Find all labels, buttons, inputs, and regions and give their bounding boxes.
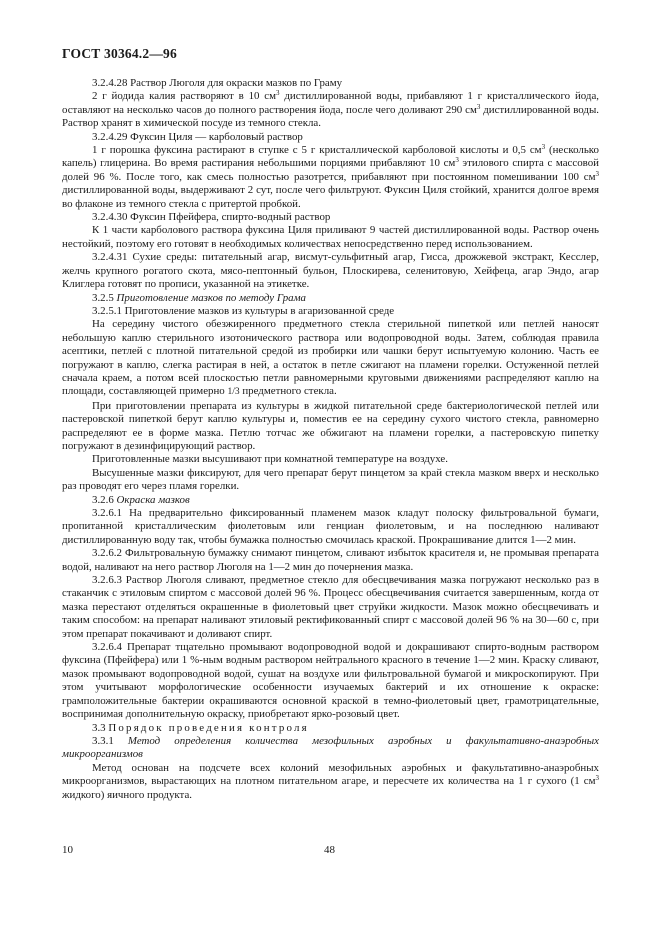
paragraph-3-2-6-4: 3.2.6.4 Препарат тщательно промывают водопроводной водой и докрашивают спирто-водным раствором фуксина (Пфейфера) или 1 %-ным водным раствором нейтрального красного в течение 1—2 мин. Краску сливают, мазок промывают водопроводной водой, сушат на воздухе или фильтровальной бумагой и микроскопируют. При этом учитывают морфологические особенности изучаемых бактерий и их отношение к окраске: грамположительные бактерии окрашиваются основной краской в темно-фиолетовый цвет, грамотрицательные, воспринимая дополнительную окраску, приобретают ярко-розовый цвет. [62, 641, 599, 721]
paragraph-3-2-6-3: 3.2.6.3 Раствор Люголя сливают, предметное стекло для обесцвечивания мазка погружают несколько раз в стаканчик с этиловым спиртом с массовой долей 96 %. Процесс обесцвечивания считается завершенным, когда от мазка перестают отделяться окрашенные в фиолетовый цвет струйки жидкости. Мазок можно обесцвечивать и таким способом: на препарат наливают этиловый ректификованный спирт с массовой долей 96 % на 30—60 с, при этом препарат покачивают и доливают спирт. [62, 574, 599, 640]
section-3-2-4-30-heading: 3.2.4.30 Фуксин Пфейфера, спирто-водный раствор [92, 211, 331, 224]
section-3-2-5-1-heading: 3.2.5.1 Приготовление мазков из культуры в агаризованной среде [92, 304, 395, 317]
section-3-2-4-29-heading: 3.2.4.29 Фуксин Циля — карболовый раствор [92, 130, 303, 143]
section-3-3-1-heading: 3.3.1 Метод определения количества мезофильных аэробных и факультативно-анаэробных микроорганизмов [62, 734, 599, 761]
footer-page-number: 10 [62, 844, 73, 856]
paragraph-3-2-6-1: 3.2.6.1 На предварительно фиксированный пламенем мазок кладут полоску фильтровальной бумаги, пропитанной кристаллическим фиолетовым или генциан фиолетовым, и на последнюю наливают дистиллированную воду так, чтобы бумажка полностью смочилась краской. Прокрашивание длится 1—2 мин. [62, 507, 599, 546]
paragraph-ziehl-fuchsin: 1 г порошка фуксина растирают в ступке с 5 г кристаллической карболовой кислоты и 0,5 $см^3$ (несколько капель) глицерина. Во время растирания небольшими порциями прибавляют 10 $см^3$ этилового спирта с массовой долей 96 %. После того, как смесь полностью разотрется, прибавляют при постоянном помешивании 100 $см^3$ дистиллированной воды, выдерживают 2 сут, после чего фильтруют. Фуксин Циля стойкий, хранится долгое время во флаконе из темного стекла с притертой пробкой. [62, 143, 599, 210]
section-3-2-5-heading: 3.2.5 Приготовление мазков по методу Грама [92, 291, 307, 304]
footer-sheet-number: 48 [324, 844, 335, 856]
paragraph-smear-agar: На середину чистого обезжиренного предметного стекла стерильной пипеткой или петлей наносят небольшую каплю стерильного изотонического раствора или водопроводной воды. Затем, соблюдая правила асептики, петлей с плотной питательной средой из пробирки или чашки берут испытуемую колонию. Часть ее погружают в каплю, слегка растирая в ней, а остаток в петле сжигают на пламени горелки. Остуженной петлей сначала краем, а потом всей плоскостью петли равномерными круговыми движениями распределяют каплю на площади, составляющей примерно 1/3 предметного стекла. [62, 318, 599, 398]
section-3-2-6-heading: 3.2.6 Окраска мазков [92, 493, 190, 506]
paragraph-fixing: Высушенные мазки фиксируют, для чего препарат берут пинцетом за край стекла мазком вверх и несколько раз проводят его через пламя горелки. [62, 466, 599, 493]
paragraph-drying: Приготовленные мазки высушивают при комнатной температуре на воздухе. [92, 453, 448, 466]
paragraph-lugol-solution: 2 г йодида калия растворяют в 10 $см^3$ дистиллированной воды, прибавляют 1 г кристаллического йода, оставляют на несколько часов до полного растворения йода, после чего доливают 290 $см^3$ дистиллированной воды. Раствор хранят в химической посуде из темного стекла. [62, 89, 600, 130]
paragraph-smear-liquid: При приготовлении препарата из культуры в жидкой питательной среде бактериологической петлей или пастеровской пипеткой берут каплю культуры и, поместив ее на середину сухого чистого стекла, равномерно распределяют ее в форме мазка. Петлю тотчас же обжигают на пламени горелки, а пастеровскую пипетку погружают в дезинфицирующий раствор. [62, 399, 599, 452]
document-body [62, 77, 599, 802]
paragraph-dry-media: 3.2.4.31 Сухие среды: питательный агар, висмут-сульфитный агар, Гисса, дрожжевой экстракт, Кесслер, желчь крупного рогатого скота, мясо-пептонный бульон, Плоскирева, селенитовую, Хейфеца, агар Эндо, агар Клиглера готовят по прописи, указанной на этикетке. [62, 251, 599, 291]
paragraph-3-2-6-2: 3.2.6.2 Фильтровальную бумажку снимают пинцетом, сливают избыток красителя и, не промывая препарата водой, наливают на него раствор Люголя на 1—2 мин до почернения мазка. [62, 547, 599, 573]
standard-header: ГОСТ 30364.2—96 [62, 46, 177, 61]
section-3-3-heading: 3.3 Порядок проведения контроля [92, 721, 309, 734]
paragraph-method-basis: Метод основан на подсчете всех колоний мезофильных аэробных и факультативно-анаэробных микроорганизмов, вырастающих на плотном питательном агаре, и пересчете их количества на 1 г сухого (1 $см^3$ жидкого) яичного продукта. [62, 761, 599, 801]
section-3-2-4-28-heading: 3.2.4.28 Раствор Люголя для окраски мазков по Граму [92, 77, 343, 89]
paragraph-pfeiffer-fuchsin: К 1 части карболового раствора фуксина Циля приливают 9 частей дистиллированной воды. Раствор очень нестойкий, поэтому его готовят в необходимых количествах непосредственно перед использованием. [62, 224, 599, 250]
